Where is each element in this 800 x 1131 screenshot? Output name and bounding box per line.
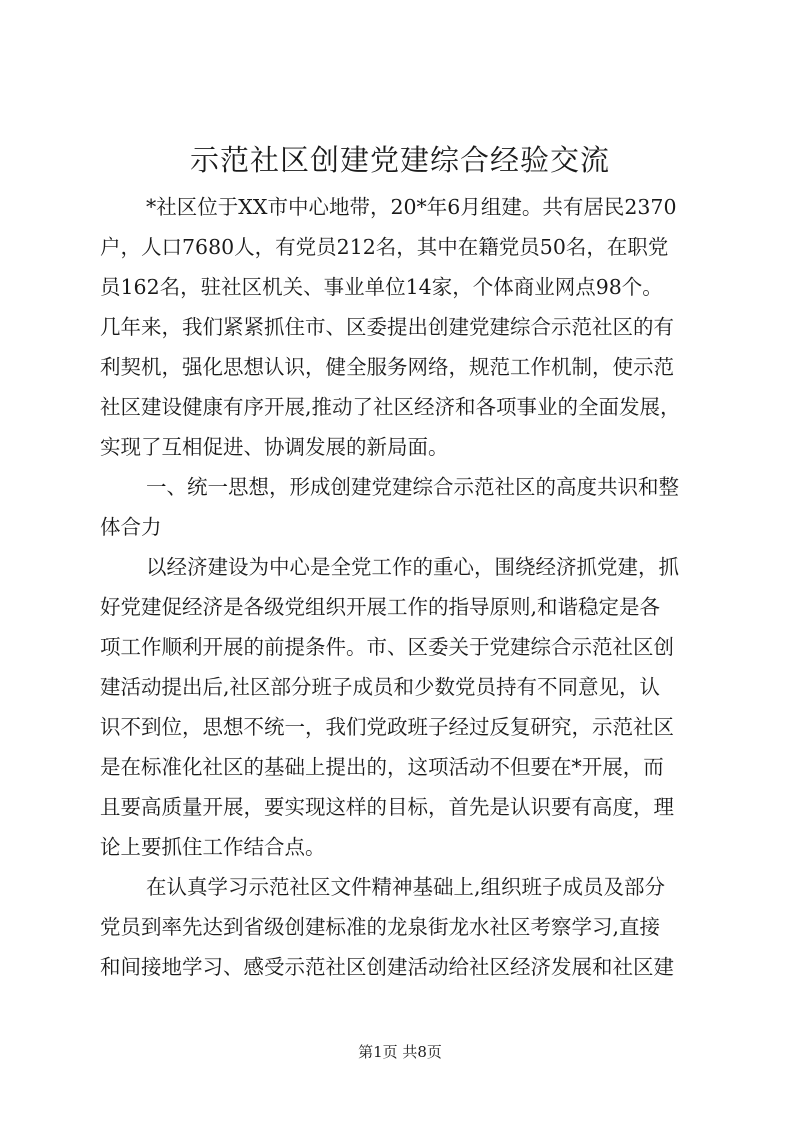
text-line: 识不到位，思想不统一，我们党政班子经过反复研究，示范社区	[100, 715, 674, 739]
text-line: 且要高质量开展，要实现这样的目标，首先是认识要有高度，理	[100, 795, 674, 819]
text-line: 社区建设健康有序开展,推动了社区经济和各项事业的全面发展，	[100, 395, 681, 419]
paragraph-study	[100, 867, 720, 987]
text-line: 实现了互相促进、协调发展的新局面。	[100, 435, 449, 459]
text-line: 和间接地学习、感受示范社区创建活动给社区经济发展和社区建	[100, 955, 674, 979]
text-line: 几年来，我们紧紧抓住市、区委提出创建党建综合示范社区的有	[100, 315, 674, 339]
text-line: 员162名，驻社区机关、事业单位14家，个体商业网点98个。	[100, 275, 663, 299]
text-line: 项工作顺利开展的前提条件。市、区委关于党建综合示范社区创	[100, 635, 674, 659]
text-line: 建活动提出后,社区部分班子成员和少数党员持有不同意见，认	[100, 675, 661, 699]
text-line: 以经济建设为中心是全党工作的重心，围绕经济抓党建，抓	[146, 555, 679, 579]
document-title: 示范社区创建党建综合经验交流	[189, 143, 610, 177]
paragraph-economy	[100, 547, 720, 867]
paragraph-intro	[100, 187, 720, 467]
text-line: 是在标准化社区的基础上提出的，这项活动不但要在*开展，而	[100, 755, 664, 779]
text-line: 利契机，强化思想认识，健全服务网络，规范工作机制，使示范	[100, 355, 674, 379]
text-line: 户，人口7680人，有党员212名，其中在籍党员50名，在职党	[100, 235, 669, 259]
text-line: *社区位于XX市中心地带，20*年6月组建。共有居民2370	[146, 195, 677, 219]
text-line: 在认真学习示范社区文件精神基础上,组织班子成员及部分	[146, 875, 666, 899]
text-line: 一、统一思想，形成创建党建综合示范社区的高度共识和整	[146, 475, 679, 499]
text-line: 党员到率先达到省级创建标准的龙泉街龙水社区考察学习,直接	[100, 915, 661, 939]
text-line: 论上要抓住工作结合点。	[100, 835, 326, 859]
text-line: 好党建促经济是各级党组织开展工作的指导原则,和谐稳定是各	[100, 595, 661, 619]
section-heading-1	[100, 467, 720, 547]
page-number-footer: 第1页 共8页	[358, 1043, 442, 1061]
text-line: 体合力	[100, 515, 162, 539]
document-body	[100, 187, 720, 987]
